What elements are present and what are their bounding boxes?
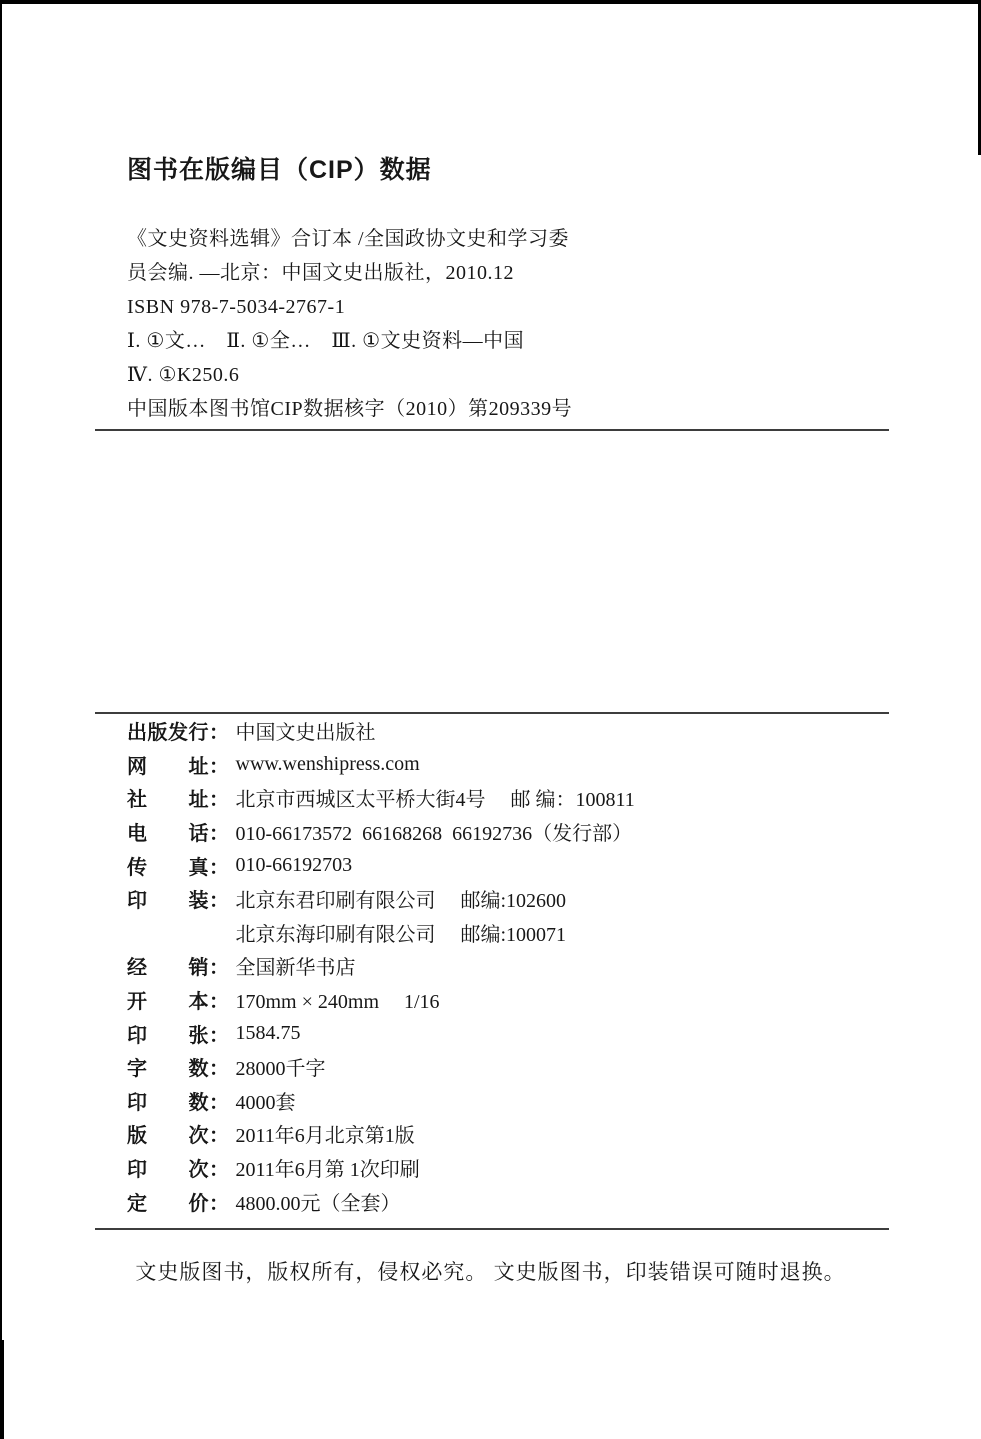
cip-line-classification-1: Ⅰ. ①文… Ⅱ. ①全… Ⅲ. ①文史资料—中国: [127, 330, 525, 352]
colophon-row-price: [127, 1184, 897, 1218]
colophon-label: 印 张：: [127, 1024, 230, 1047]
colophon-value: 4800.00元（全套）: [235, 1192, 401, 1215]
colophon-label: 电 话：: [127, 823, 230, 846]
colophon-label: 网 址：: [127, 755, 230, 778]
colophon-label: 出版发行：: [127, 722, 230, 745]
colophon-value: 2011年6月第 1次印刷: [235, 1159, 420, 1182]
colophon-row-publisher: [127, 714, 897, 748]
colophon-row-address: [127, 781, 897, 815]
divider-cip: [95, 429, 889, 431]
colophon-label: 版 次：: [127, 1125, 230, 1148]
colophon-value: 28000千字: [235, 1058, 326, 1081]
colophon-value: 170mm × 240mm 1/16: [235, 991, 440, 1014]
cip-line-book-info-1: 《文史资料选辑》合订本 /全国政协文史和学习委: [127, 228, 570, 250]
colophon-row-printer-2: [127, 916, 897, 950]
colophon-row-edition: [127, 1117, 897, 1151]
colophon-value: 010-66173572 66168268 66192736（发行部）: [235, 823, 633, 846]
cip-line-isbn: ISBN 978-7-5034-2767-1: [127, 296, 346, 318]
colophon-row-distributor: [127, 949, 897, 983]
colophon-row-printing: [127, 1151, 897, 1185]
divider-colophon-bottom: [95, 1228, 889, 1230]
colophon-section: [127, 714, 897, 1218]
colophon-value: 1584.75: [235, 1021, 301, 1044]
scan-edge-left-bottom: [0, 1340, 4, 1439]
cip-line-book-info-2: 员会编. —北京：中国文史出版社，2010.12: [127, 262, 514, 284]
colophon-value: 010-66192703: [235, 853, 353, 876]
colophon-row-format: [127, 983, 897, 1017]
colophon-value: 2011年6月北京第1版: [235, 1125, 415, 1148]
colophon-row-sheets: [127, 1016, 897, 1050]
colophon-row-telephone: [127, 815, 897, 849]
colophon-label: [127, 918, 230, 947]
colophon-label: 传 真：: [127, 856, 230, 879]
colophon-value: 北京市西城区太平桥大街4号 邮 编：100811: [235, 789, 635, 812]
colophon-label: 字 数：: [127, 1058, 230, 1081]
colophon-label: 定 价：: [127, 1192, 230, 1215]
cip-section: [127, 150, 747, 426]
scan-edge-left: [0, 0, 2, 1439]
colophon-row-print-run: [127, 1084, 897, 1118]
colophon-label: 印 数：: [127, 1091, 230, 1114]
colophon-value: 全国新华书店: [235, 957, 356, 980]
cip-line-classification-2: Ⅳ. ①K250.6: [127, 364, 240, 386]
colophon-value: 北京东海印刷有限公司 邮编:100071: [235, 923, 567, 946]
colophon-label: 经 销：: [127, 957, 230, 980]
colophon-label: 社 址：: [127, 789, 230, 812]
copyright-notice: 文史版图书，版权所有，侵权必究。 文史版图书，印装错误可随时退换。: [135, 1260, 846, 1284]
colophon-label: 印 装：: [127, 890, 230, 913]
colophon-row-website: [127, 748, 897, 782]
colophon-label: 印 次：: [127, 1159, 230, 1182]
colophon-row-word-count: [127, 1050, 897, 1084]
colophon-value: 中国文史出版社: [235, 722, 376, 745]
colophon-value: 4000套: [235, 1091, 296, 1114]
colophon-label: 开 本：: [127, 991, 230, 1014]
colophon-row-fax: [127, 848, 897, 882]
cip-line-record-number: 中国版本图书馆CIP数据核字（2010）第209339号: [127, 398, 573, 420]
scan-edge-top: [0, 0, 981, 4]
colophon-value: 北京东君印刷有限公司 邮编:102600: [235, 890, 567, 913]
colophon-value: www.wenshipress.com: [235, 752, 420, 775]
cip-title: 图书在版编目（CIP）数据: [127, 156, 432, 184]
colophon-row-printer-1: [127, 882, 897, 916]
